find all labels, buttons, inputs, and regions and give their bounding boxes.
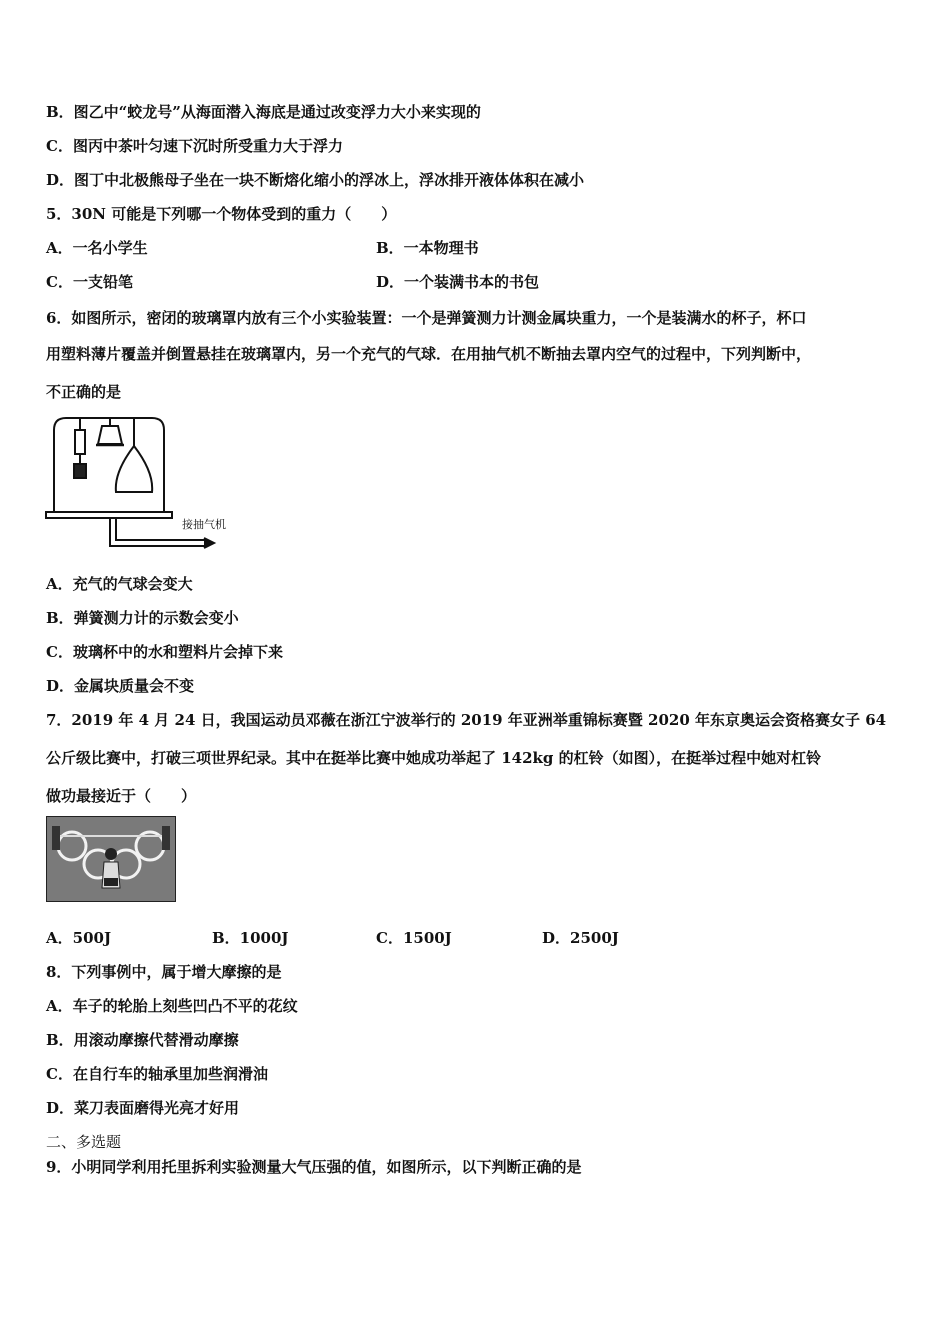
- q5-option-c: C．一支铅笔: [46, 273, 133, 291]
- q6-option-d: D．金属块质量会不变: [46, 677, 195, 695]
- q8-option-b: B．用滚动摩擦代替滑动摩擦: [46, 1031, 239, 1049]
- spring-scale-icon: [75, 430, 85, 454]
- q8-option-d: D．菜刀表面磨得光亮才好用: [46, 1099, 240, 1117]
- q4-option-c: C．图丙中茶叶匀速下沉时所受重力大于浮力: [46, 137, 343, 155]
- figure-label-pump: 接抽气机: [182, 518, 226, 531]
- q8-stem: 8．下列事例中，属于增大摩擦的是: [46, 963, 282, 981]
- q7-stem-line3: 做功最接近于（ ）: [46, 787, 197, 805]
- q8-option-c: C．在自行车的轴承里加些润滑油: [46, 1065, 268, 1083]
- q6-stem-line1: 6．如图所示，密闭的玻璃罩内放有三个小实验装置：一个是弹簧测力计测金属块重力，一个是装满水的杯子，杯口: [46, 309, 807, 327]
- q7-option-d: D．2500J: [542, 929, 619, 947]
- inverted-cup-icon: [98, 426, 122, 444]
- q8-option-a: A．车子的轮胎上刻些凹凸不平的花纹: [46, 997, 298, 1015]
- q7-option-c: C．1500J: [376, 929, 452, 947]
- q9-stem: 9．小明同学利用托里拆利实验测量大气压强的值，如图所示，以下判断正确的是: [46, 1158, 582, 1176]
- q4-option-b: B．图乙中“蛟龙号”从海面潜入海底是通过改变浮力大小来实现的: [46, 103, 481, 121]
- q6-option-b: B．弹簧测力计的示数会变小: [46, 609, 239, 627]
- q6-option-a: A．充气的气球会变大: [46, 575, 193, 593]
- q4-option-d: D．图丁中北极熊母子坐在一块不断熔化缩小的浮冰上，浮冰排开液体体积在减小: [46, 171, 585, 189]
- q5-option-b: B．一本物理书: [376, 239, 479, 257]
- metal-block-icon: [74, 464, 86, 478]
- q5-option-d: D．一个装满书本的书包: [376, 273, 540, 291]
- q6-stem-line2: 用塑料薄片覆盖并倒置悬挂在玻璃罩内，另一个充气的气球．在用抽气机不断抽去罩内空气的过程中，下列判断中，: [46, 345, 812, 363]
- q7-stem-line1: 7．2019 年 4 月 24 日，我国运动员邓薇在浙江宁波举行的 2019 年亚洲举重锦标赛暨 2020 年东京奥运会资格赛女子 64: [46, 711, 887, 729]
- q5-stem: 5．30N 可能是下列哪一个物体受到的重力（ ）: [46, 205, 397, 223]
- balloon-icon: [116, 446, 152, 492]
- q6-stem-line3: 不正确的是: [46, 383, 122, 401]
- base-plate: [46, 512, 172, 518]
- bell-jar-outline: [54, 418, 164, 512]
- q7-option-b: B．1000J: [212, 929, 289, 947]
- bell-jar-vacuum-diagram: [44, 412, 254, 552]
- weightlifter-photo: [46, 816, 176, 902]
- section-title: 二、多选题: [46, 1133, 122, 1151]
- arrow-icon: [204, 538, 214, 548]
- q7-option-a: A．500J: [46, 929, 112, 947]
- q7-stem-line2: 公斤级比赛中，打破三项世界纪录。其中在挺举比赛中她成功举起了 142kg 的杠铃（如图），在挺举过程中她对杠铃: [46, 749, 822, 767]
- q6-option-c: C．玻璃杯中的水和塑料片会掉下来: [46, 643, 283, 661]
- q5-option-a: A．一名小学生: [46, 239, 148, 257]
